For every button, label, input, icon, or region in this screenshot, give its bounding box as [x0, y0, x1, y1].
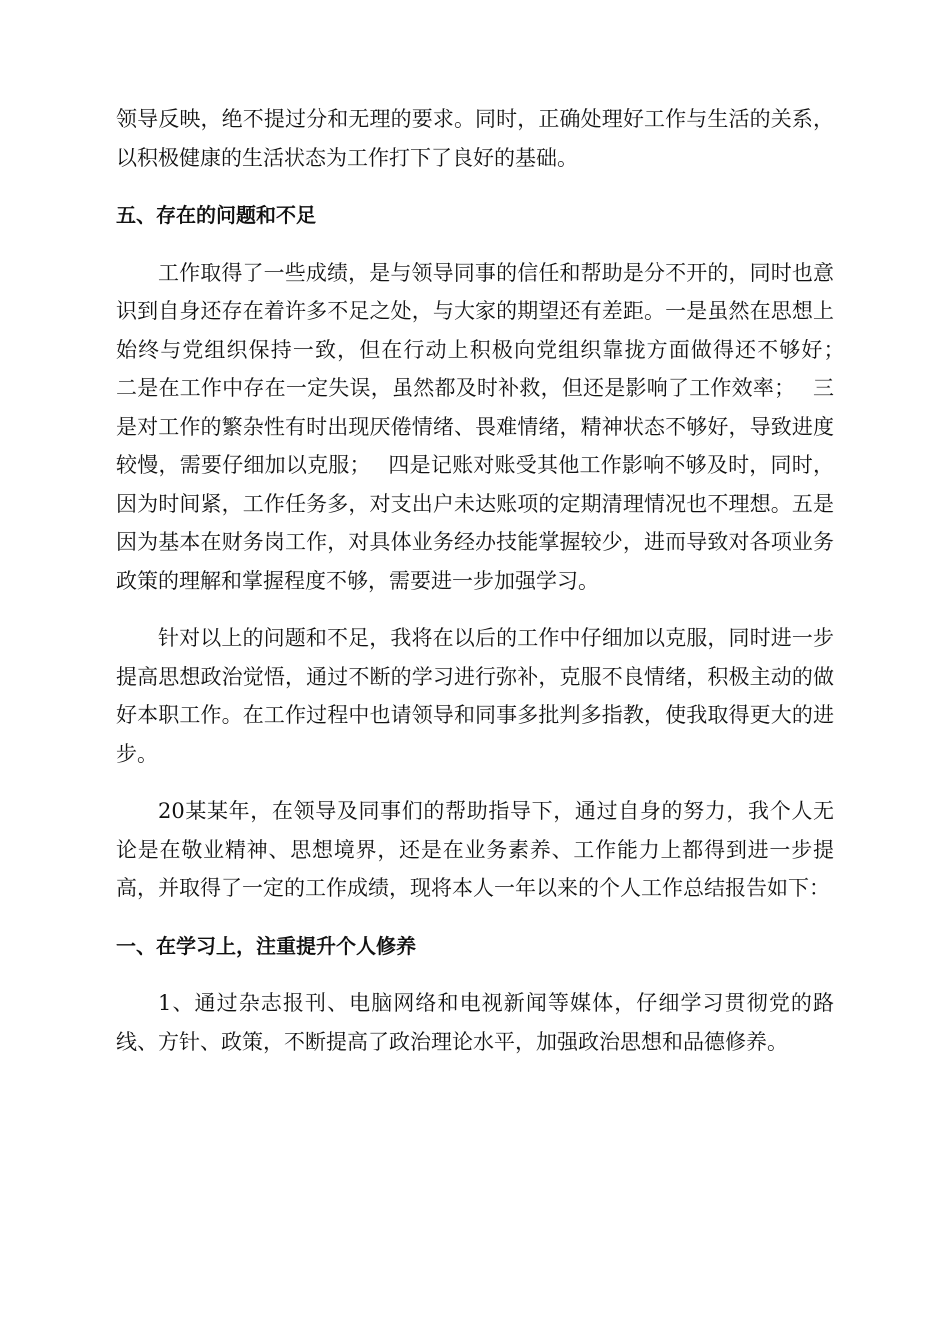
document-page — [116, 100, 862, 1080]
paragraph-study-item-1: 1、通过杂志报刊、电脑网络和电视新闻等媒体，仔细学习贯彻党的路线、方针、政策，不断提高了政治理论水平，加强政治思想和品德修养。 — [116, 991, 834, 1054]
paragraph-work-life-balance: 领导反映，绝不提过分和无理的要求。同时，正确处理好工作与生活的关系，以积极健康的生活状态为工作打下了良好的基础。 — [116, 107, 834, 170]
section-heading-problems: 五、存在的问题和不足 — [116, 203, 316, 227]
section-heading-study: 一、在学习上，注重提升个人修养 — [116, 933, 416, 958]
paragraph-improvement-plan: 针对以上的问题和不足，我将在以后的工作中仔细加以克服，同时进一步提高思想政治觉悟，通过不断的学习进行弥补，克服不良情绪，积极主动的做好本职工作。在工作过程中也请领导和同事多批判多指教，使我取得更大的进步。 — [116, 626, 834, 766]
paragraph-shortcomings: 工作取得了一些成绩，是与领导同事的信任和帮助是分不开的，同时也意识到自身还存在着许多不足之处，与大家的期望还有差距。一是虽然在思想上始终与党组织保持一致，但在行动上积极向党组织靠拢方面做得还不够好； 二是在工作中存在一定失误，虽然都及时补救，但还是影响了工作效率； 三是对工作的繁杂性有时出现厌倦情绪、畏难情绪，精神状态不够好，导致进度较慢，需要仔细加以克服； 四是记账对账受其他工作影响不够及时，同时，因为时间紧，工作任务多，对支出户未达账项的定期清理情况也不理想。五是因为基本在财务岗工作，对具体业务经办技能掌握较少，进而导致对各项业务政策的理解和掌握程度不够，需要进一步加强学习。 — [116, 260, 862, 593]
paragraph-annual-summary-intro: 20某某年，在领导及同事们的帮助指导下，通过自身的努力，我个人无论是在敬业精神、思想境界，还是在业务素养、工作能力上都得到进一步提高，并取得了一定的工作成绩，现将本人一年以来的个人工作总结报告如下： — [116, 799, 834, 900]
